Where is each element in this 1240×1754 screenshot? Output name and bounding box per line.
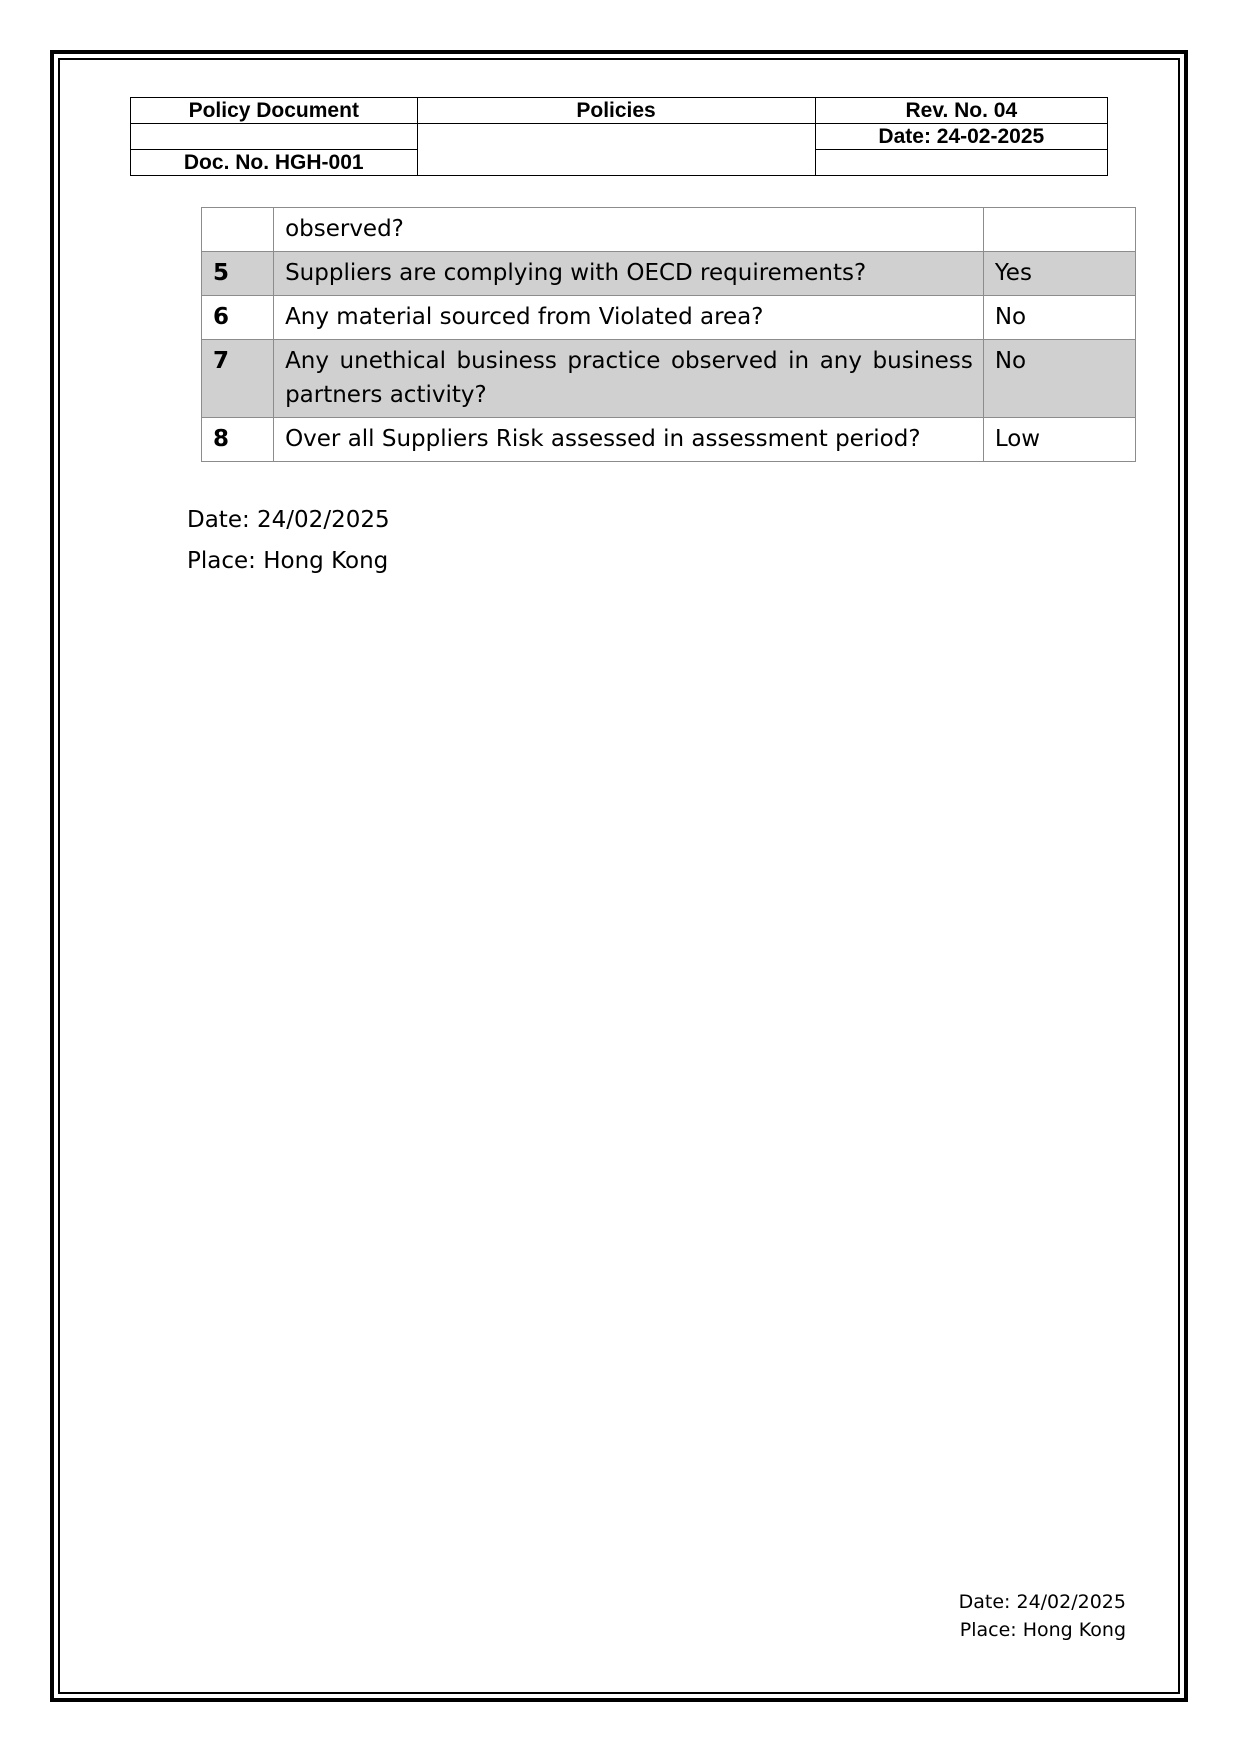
row-question: Any unethical business practice observed in any business partners activity? (274, 340, 984, 418)
footer-place: Place: Hong Kong (959, 1619, 1126, 1641)
row-answer: Low (983, 418, 1135, 462)
table-row (202, 418, 1136, 462)
row-number: 7 (202, 340, 274, 418)
row-answer: No (983, 296, 1135, 340)
header-empty-cell (815, 150, 1107, 176)
footer-date: Date: 24/02/2025 (958, 1591, 1126, 1613)
header-empty-cell (417, 124, 815, 176)
row-question: Suppliers are complying with OECD requirements? (274, 252, 984, 296)
table-row (202, 340, 1136, 418)
table-row (202, 296, 1136, 340)
header-policies: Policies (417, 98, 815, 124)
footer-block (959, 1588, 1126, 1644)
row-question: Any material sourced from Violated area? (274, 296, 984, 340)
row-answer (983, 208, 1135, 252)
row-number: 6 (202, 296, 274, 340)
table-row (202, 208, 1136, 252)
row-number: 8 (202, 418, 274, 462)
document-header-table (130, 97, 1108, 176)
signature-date: Date: 24/02/2025 (187, 507, 390, 533)
table-row (202, 252, 1136, 296)
header-doc-no: Doc. No. HGH-001 (131, 150, 418, 176)
row-question: Over all Suppliers Risk assessed in assessment period? (274, 418, 984, 462)
header-policy-document: Policy Document (131, 98, 418, 124)
header-empty-cell (131, 124, 418, 150)
signature-block (187, 500, 390, 582)
questionnaire-table (201, 207, 1136, 462)
row-question: observed? (274, 208, 984, 252)
header-rev-no: Rev. No. 04 (815, 98, 1107, 124)
row-answer: No (983, 340, 1135, 418)
row-number (202, 208, 274, 252)
row-number: 5 (202, 252, 274, 296)
row-answer: Yes (983, 252, 1135, 296)
signature-place: Place: Hong Kong (187, 548, 389, 574)
header-date: Date: 24-02-2025 (815, 124, 1107, 150)
